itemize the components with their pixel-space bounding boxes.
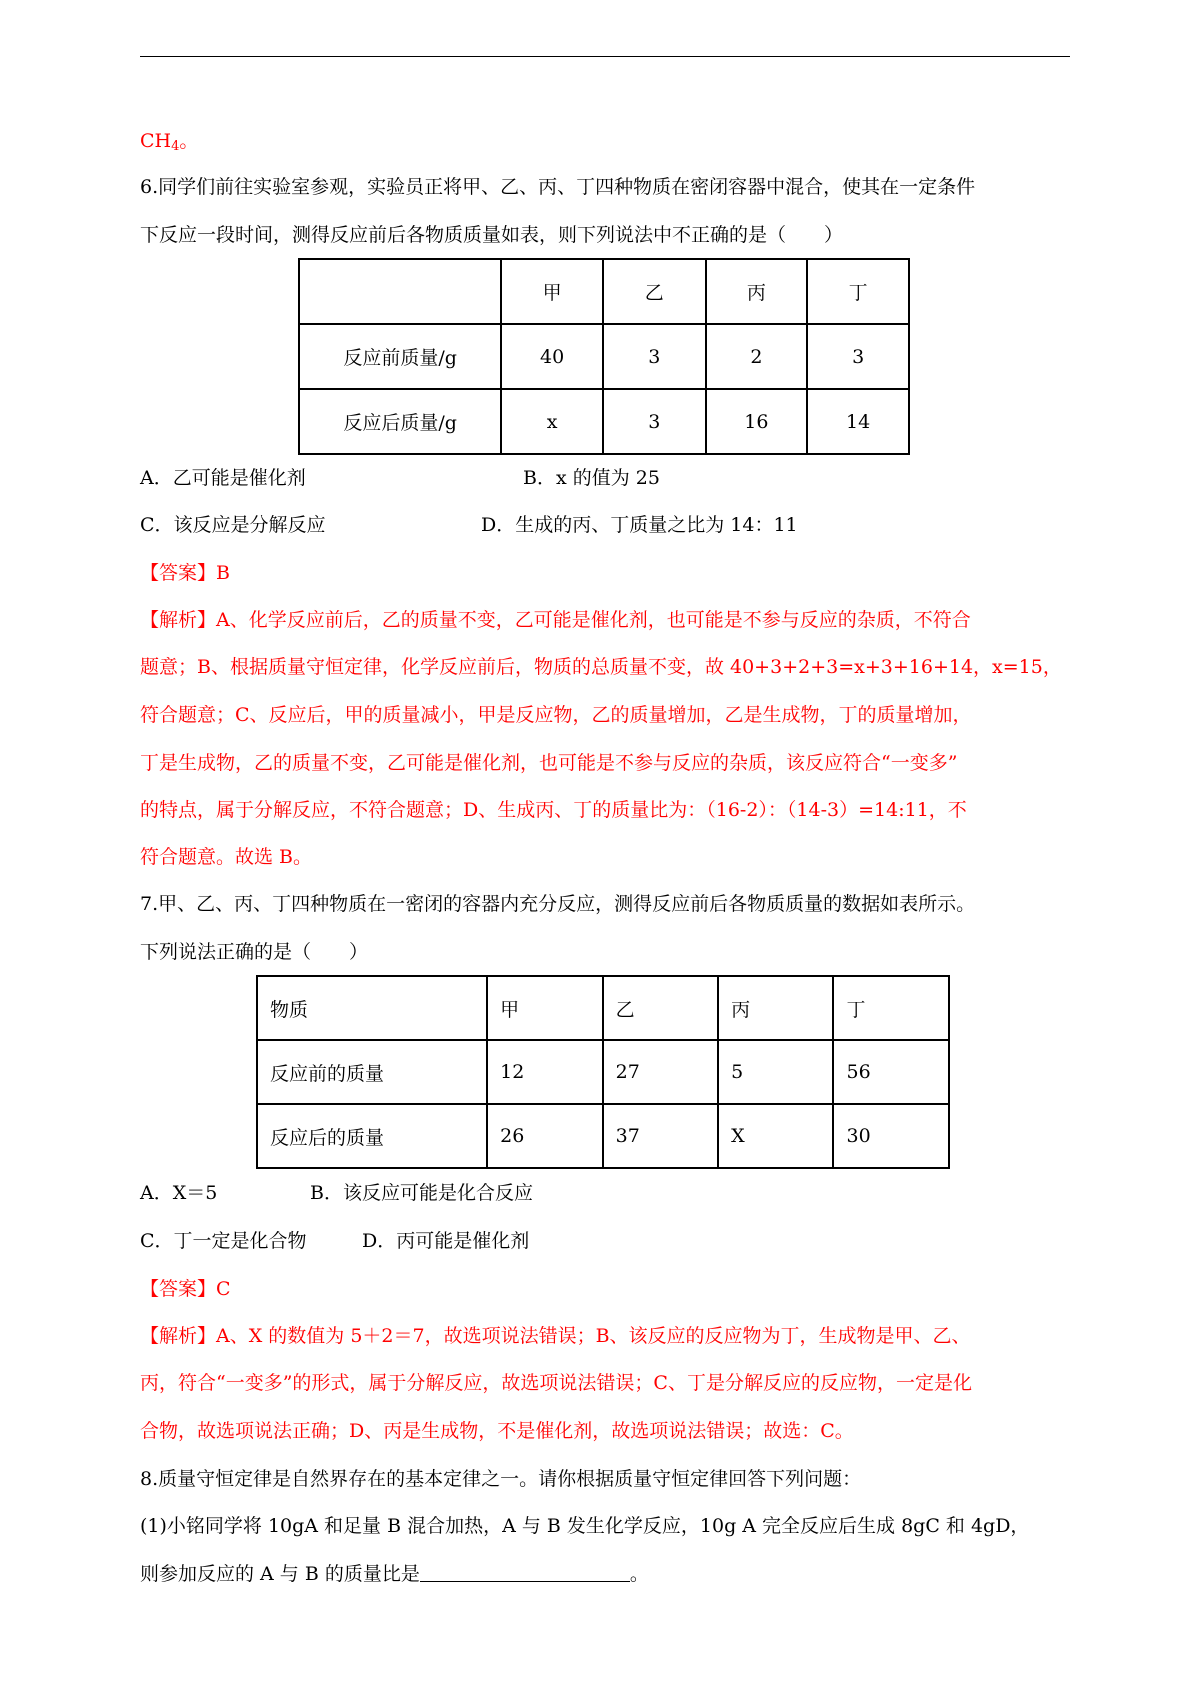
table-cell: 27 [603, 1040, 718, 1104]
q6-analysis-line: 【解析】A、化学反应前后，乙的质量不变，乙可能是催化剂，也可能是不参与反应的杂质，不符合 [140, 609, 971, 631]
table-cell: 3 [603, 389, 706, 454]
table-cell: 丙 [718, 976, 833, 1040]
table-header-row [299, 259, 909, 324]
formula-subscript: 4 [171, 139, 180, 154]
table-cell: 12 [487, 1040, 602, 1104]
table-cell [299, 259, 501, 324]
q8-part1-prefix: 则参加反应的 A 与 B 的质量比是 [140, 1563, 420, 1585]
q8-stem: 8.质量守恒定律是自然界存在的基本定律之一。请你根据质量守恒定律回答下列问题： [140, 1468, 862, 1490]
answer-blank[interactable] [420, 1563, 630, 1582]
q6-option-a: A．乙可能是催化剂 [140, 467, 306, 489]
table-row [257, 1104, 949, 1168]
q6-table [298, 258, 910, 455]
q6-analysis-line: 符合题意；C、反应后，甲的质量减小，甲是反应物，乙的质量增加，乙是生成物，丁的质量增加， [140, 704, 972, 726]
q6-analysis-line: 丁是生成物，乙的质量不变，乙可能是催化剂，也可能是不参与反应的杂质，该反应符合“一变多” [140, 752, 958, 774]
table-cell: 37 [603, 1104, 718, 1168]
table-cell: 2 [706, 324, 808, 389]
q6-answer: 【答案】B [140, 562, 230, 584]
table-header-row [257, 976, 949, 1040]
q7-option-c: C．丁一定是化合物 [140, 1230, 307, 1252]
q7-answer: 【答案】C [140, 1278, 231, 1300]
table-cell: 3 [603, 324, 706, 389]
header-rule [140, 56, 1070, 57]
q7-option-a: A．X＝5 [140, 1182, 218, 1204]
q7-table [256, 975, 950, 1169]
q6-option-c: C．该反应是分解反应 [140, 514, 326, 536]
table-cell: 14 [807, 389, 909, 454]
table-cell: 16 [706, 389, 808, 454]
table-cell: 乙 [603, 976, 718, 1040]
table-cell: 40 [501, 324, 603, 389]
table-cell: 丙 [706, 259, 808, 324]
table-cell: 乙 [603, 259, 706, 324]
q7-analysis-line: 合物，故选项说法正确；D、丙是生成物，不是催化剂，故选项说法错误；故选：C。 [140, 1420, 854, 1442]
table-cell: 丁 [807, 259, 909, 324]
q8-part1-suffix: 。 [629, 1563, 649, 1585]
table-cell: 甲 [501, 259, 603, 324]
q6-option-b: B．x 的值为 25 [523, 467, 660, 489]
table-cell: 物质 [257, 976, 487, 1040]
table-cell: 26 [487, 1104, 602, 1168]
q6-analysis-line: 题意；B、根据质量守恒定律，化学反应前后，物质的总质量不变，故 40+3+2+3=x+3+16+14，x=15， [140, 656, 1062, 678]
q7-option-b: B．该反应可能是化合反应 [310, 1182, 533, 1204]
q7-option-d: D．丙可能是催化剂 [362, 1230, 530, 1252]
previous-answer-fragment [140, 128, 1070, 160]
table-cell: 56 [833, 1040, 949, 1104]
q7-stem-line-1: 7.甲、乙、丙、丁四种物质在一密闭的容器内充分反应，测得反应前后各物质质量的数据如表所示。 [140, 893, 976, 915]
table-cell: 5 [718, 1040, 833, 1104]
table-cell: x [501, 389, 603, 454]
formula-tail: 。 [179, 130, 199, 152]
q6-analysis-line: 的特点，属于分解反应，不符合题意；D、生成丙、丁的质量比为：（16-2）：（14-3）=14:11，不 [140, 799, 967, 821]
table-cell: 反应后质量/g [299, 389, 501, 454]
q6-stem-line-2: 下反应一段时间，测得反应前后各物质质量如表，则下列说法中不正确的是（ ） [140, 224, 844, 246]
q7-analysis-line: 【解析】A、X 的数值为 5＋2＝7，故选项说法错误；B、该反应的反应物为丁，生成物是甲、乙、 [140, 1325, 971, 1347]
table-row [299, 389, 909, 454]
table-row [257, 1040, 949, 1104]
table-cell: 3 [807, 324, 909, 389]
q7-stem-line-2: 下列说法正确的是（ ） [140, 941, 369, 963]
q6-stem-line-1: 6.同学们前往实验室参观，实验员正将甲、乙、丙、丁四种物质在密闭容器中混合，使其在一定条件 [140, 176, 976, 198]
q8-part1-line-2 [140, 1561, 1070, 1587]
q8-part1-line-1: (1)小铭同学将 10gA 和足量 B 混合加热，A 与 B 发生化学反应，10g A 完全反应后生成 8gC 和 4gD， [140, 1515, 1030, 1537]
table-row [299, 324, 909, 389]
q7-analysis-line: 丙，符合“一变多”的形式，属于分解反应，故选项说法错误；C、丁是分解反应的反应物，一定是化 [140, 1372, 972, 1394]
q6-option-d: D．生成的丙、丁质量之比为 14：11 [481, 514, 798, 536]
table-cell: X [718, 1104, 833, 1168]
table-cell: 反应前质量/g [299, 324, 501, 389]
table-cell: 反应后的质量 [257, 1104, 487, 1168]
table-cell: 甲 [487, 976, 602, 1040]
formula-text: CH [140, 130, 172, 152]
q6-analysis-line: 符合题意。故选 B。 [140, 846, 313, 868]
table-cell: 30 [833, 1104, 949, 1168]
table-cell: 反应前的质量 [257, 1040, 487, 1104]
table-cell: 丁 [833, 976, 949, 1040]
